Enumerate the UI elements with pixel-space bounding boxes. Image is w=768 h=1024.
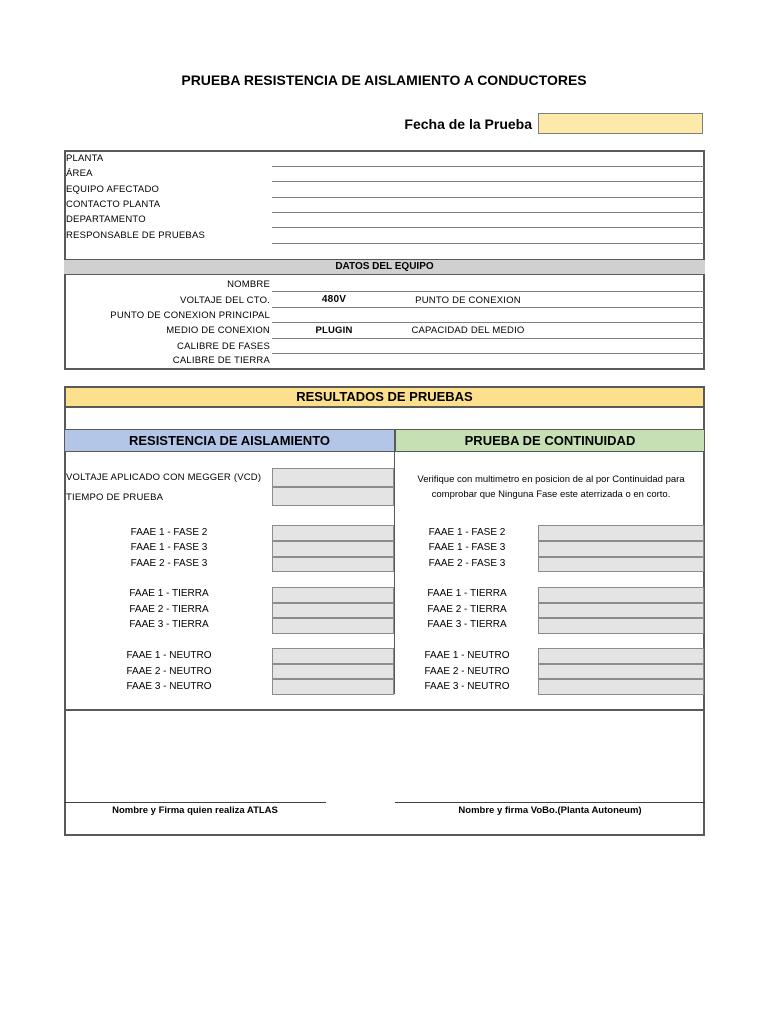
ais-fase-neutro-input[interactable] — [272, 648, 394, 664]
punto-conexion-label: PUNTO DE CONEXION — [415, 295, 521, 306]
voltaje-label: VOLTAJE DEL CTO. — [180, 295, 270, 306]
capacidad-medio-label: CAPACIDAD DEL MEDIO — [411, 325, 525, 336]
nombre-field[interactable] — [272, 291, 704, 292]
voltaje-aplicado-input[interactable] — [272, 468, 394, 487]
continuidad-header: PRUEBA DE CONTINUIDAD — [395, 429, 705, 452]
fecha-label: Fecha de la Prueba — [404, 116, 532, 132]
cont-fase-neutro-input[interactable] — [538, 664, 704, 679]
cont-fase-tierra-input[interactable] — [538, 603, 704, 618]
ais-fase-fase-label: FAAE 1 - FASE 2 — [130, 527, 208, 538]
continuidad-note: comprobar que Ninguna Fase este aterrizada o en corto. — [431, 489, 671, 500]
aislamiento-header: RESISTENCIA DE AISLAMIENTO — [64, 429, 395, 452]
responsable-label: RESPONSABLE DE PRUEBAS — [66, 230, 206, 241]
cont-fase-tierra-label: FAAE 3 - TIERRA — [427, 619, 507, 630]
datos-equipo-header: DATOS DEL EQUIPO — [64, 259, 705, 275]
planta-field[interactable] — [272, 166, 704, 167]
calibre-fases-field[interactable] — [272, 353, 704, 354]
tiempo-prueba-label: TIEMPO DE PRUEBA — [66, 492, 164, 503]
cont-fase-tierra-input[interactable] — [538, 587, 704, 603]
ais-fase-tierra-input[interactable] — [272, 603, 394, 618]
ais-fase-fase-input[interactable] — [272, 525, 394, 541]
resultados-header: RESULTADOS DE PRUEBAS — [64, 386, 705, 408]
ais-fase-tierra-label: FAAE 2 - TIERRA — [129, 604, 209, 615]
ais-fase-tierra-label: FAAE 1 - TIERRA — [129, 588, 209, 599]
medio-conexion-label: MEDIO DE CONEXION — [166, 325, 270, 336]
ais-fase-tierra-input[interactable] — [272, 587, 394, 603]
ais-fase-neutro-label: FAAE 1 - NEUTRO — [126, 650, 212, 661]
cont-fase-fase-input[interactable] — [538, 525, 704, 541]
area-field[interactable] — [272, 181, 704, 182]
departamento-label: DEPARTAMENTO — [66, 214, 146, 225]
signature-line-vobo[interactable] — [395, 802, 705, 803]
ais-fase-fase-label: FAAE 2 - FASE 3 — [130, 558, 208, 569]
tiempo-prueba-input[interactable] — [272, 487, 394, 506]
signature-label-vobo: Nombre y firma VoBo.(Planta Autoneum) — [458, 805, 642, 816]
equipo-afectado-field[interactable] — [272, 197, 704, 198]
ais-fase-neutro-input[interactable] — [272, 679, 394, 695]
contacto-planta-label: CONTACTO PLANTA — [66, 199, 161, 210]
ais-fase-neutro-label: FAAE 2 - NEUTRO — [126, 666, 212, 677]
cont-fase-tierra-input[interactable] — [538, 618, 704, 634]
signature-line-atlas[interactable] — [64, 802, 326, 803]
column-divider — [394, 452, 395, 694]
ais-fase-fase-label: FAAE 1 - FASE 3 — [130, 542, 208, 553]
voltaje-value[interactable]: 480V — [321, 294, 347, 305]
cont-fase-fase-label: FAAE 1 - FASE 2 — [428, 527, 506, 538]
departamento-field[interactable] — [272, 227, 704, 228]
ais-fase-fase-input[interactable] — [272, 541, 394, 557]
ais-fase-neutro-label: FAAE 3 - NEUTRO — [126, 681, 212, 692]
ais-fase-neutro-input[interactable] — [272, 664, 394, 679]
page-title: PRUEBA RESISTENCIA DE AISLAMIENTO A CONDUCTORES — [181, 72, 587, 88]
cont-fase-fase-input[interactable] — [538, 541, 704, 557]
signature-label-atlas: Nombre y Firma quien realiza ATLAS — [112, 805, 278, 816]
cont-fase-tierra-label: FAAE 2 - TIERRA — [427, 604, 507, 615]
cont-fase-fase-label: FAAE 1 - FASE 3 — [428, 542, 506, 553]
cont-fase-neutro-label: FAAE 3 - NEUTRO — [424, 681, 510, 692]
nombre-label: NOMBRE — [227, 279, 270, 290]
calibre-tierra-label: CALIBRE DE TIERRA — [172, 355, 270, 366]
cont-fase-neutro-input[interactable] — [538, 648, 704, 664]
calibre-fases-label: CALIBRE DE FASES — [177, 341, 270, 352]
medio-row-line — [272, 338, 704, 339]
cont-fase-neutro-label: FAAE 1 - NEUTRO — [424, 650, 510, 661]
contacto-planta-field[interactable] — [272, 212, 704, 213]
cont-fase-neutro-label: FAAE 2 - NEUTRO — [424, 666, 510, 677]
ais-fase-fase-input[interactable] — [272, 557, 394, 572]
cont-fase-neutro-input[interactable] — [538, 679, 704, 695]
responsable-field[interactable] — [272, 243, 704, 244]
cont-fase-fase-label: FAAE 2 - FASE 3 — [428, 558, 506, 569]
signature-separator — [64, 709, 705, 711]
planta-label: PLANTA — [66, 153, 104, 164]
fecha-input[interactable] — [538, 113, 703, 134]
punto-conexion-principal-label: PUNTO DE CONEXION PRINCIPAL — [110, 310, 270, 321]
cont-fase-tierra-label: FAAE 1 - TIERRA — [427, 588, 507, 599]
voltaje-aplicado-label: VOLTAJE APLICADO CON MEGGER (VCD) — [66, 472, 262, 483]
cont-fase-fase-input[interactable] — [538, 557, 704, 572]
ais-fase-tierra-label: FAAE 3 - TIERRA — [129, 619, 209, 630]
continuidad-note: Verifique con multimetro en posicion de al por Continuidad para — [417, 474, 685, 485]
punto-conexion-principal-field[interactable] — [272, 322, 704, 323]
voltaje-row-line — [272, 307, 704, 308]
equipo-afectado-label: EQUIPO AFECTADO — [66, 184, 160, 195]
ais-fase-tierra-input[interactable] — [272, 618, 394, 634]
area-label: ÁREA — [66, 168, 93, 179]
medio-conexion-value[interactable]: PLUGIN — [315, 325, 353, 336]
